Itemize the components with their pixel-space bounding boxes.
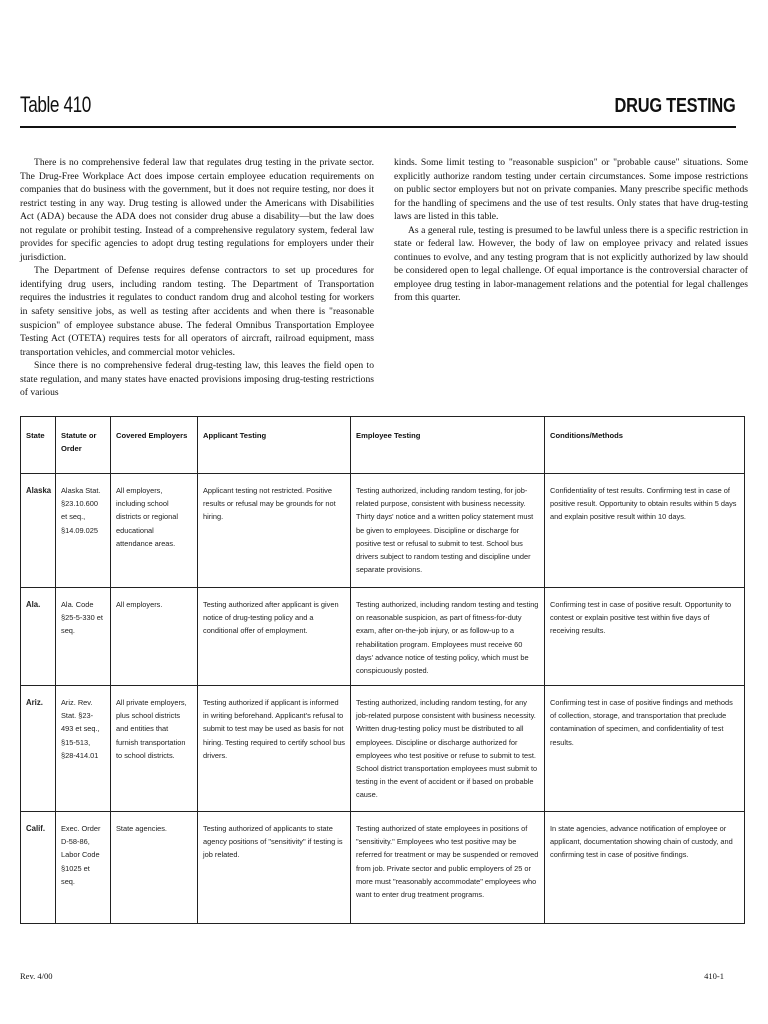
- cell-covered-employers: All employers.: [111, 588, 198, 686]
- revision-date: Rev. 4/00: [20, 971, 53, 981]
- table-header-row: [21, 417, 745, 474]
- cell-employee-testing: Testing authorized, including random testing, for any job-related purpose consistent with business necessity. Written drug-testing policy must be distributed to all employees. Discipline or discharge authorized for employees who test positive or refuse to submit to test. School district transportation employees must submit to testing in the event of accident or if based on probable cause.: [351, 686, 545, 812]
- intro-paragraph: As a general rule, testing is presumed to be lawful unless there is a specific restriction in state or federal law. However, the body of law on employee privacy and related issues continues to evolve, and any testing program that is not explicitly authorized by law should be considered open to legal challenge. Of equal importance is the controversial character of employee drug testing in labor-management relations and the potential for legal challenges from this quarter.: [394, 224, 748, 304]
- column-header-state: State: [21, 417, 56, 474]
- cell-covered-employers: All private employers, plus school districts and entities that furnish transportation to school districts.: [111, 686, 198, 812]
- cell-applicant-testing: Applicant testing not restricted. Positive results or refusal may be grounds for not hiring.: [198, 474, 351, 588]
- cell-employee-testing: Testing authorized, including random testing, for job-related purpose, consistent with business necessity. Thirty days' notice and a written policy statement must be given to employees. Discipline or discharge for positive test or refusal to submit to test. School bus drivers subject to random testing and discipline under separate provisions.: [351, 474, 545, 588]
- cell-employee-testing: Testing authorized, including random testing and testing on reasonable suspicion, as part of fitness-for-duty exam, after on-the-job injury, or as follow-up to a rehabilitation program. Employees must receive 60 days' advance notice of testing policy, which must be conspicuously posted.: [351, 588, 545, 686]
- column-header-employee-testing: Employee Testing: [351, 417, 545, 474]
- cell-statute: Ariz. Rev. Stat. §23-493 et seq., §15-513, §28-414.01: [56, 686, 111, 812]
- cell-applicant-testing: Testing authorized of applicants to state agency positions of "sensitivity" if testing is job related.: [198, 812, 351, 924]
- cell-statute: Alaska Stat. §23.10.600 et seq., §14.09.025: [56, 474, 111, 588]
- section-title: DRUG TESTING: [615, 95, 736, 117]
- cell-applicant-testing: Testing authorized after applicant is given notice of drug-testing policy and a conditional offer of employment.: [198, 588, 351, 686]
- cell-employee-testing: Testing authorized of state employees in positions of "sensitivity." Employees who test positive may be referred for treatment or may be suspended or removed from job. Private sector and public employers of 25 or more must "reasonably accommodate" employees who want to enter drug treatment programs.: [351, 812, 545, 924]
- cell-conditions: In state agencies, advance notification of employee or applicant, documentation showing chain of custody, and confirming test in case of positive findings.: [545, 812, 745, 924]
- cell-conditions: Confirming test in case of positive findings and methods of collection, storage, and transportation that preclude contamination of specimen, and confidentiality of test results.: [545, 686, 745, 812]
- table-row: [21, 588, 745, 686]
- page-number: 410-1: [704, 971, 724, 981]
- table-row: [21, 812, 745, 924]
- intro-paragraph: There is no comprehensive federal law that regulates drug testing in the private sector. The Drug-Free Workplace Act does impose certain employee education requirements on companies that do business with the government, but it does not require testing, nor does it restrict testing in any way. Drug testing is allowed under the Americans with Disabilities Act (ADA) because the ADA does not consider drug abuse a disability—but the law does not regulate or prohibit testing. Instead of a comprehensive regulatory system, federal law provides for specific agencies to adopt drug testing regulations for employers under their jurisdiction.: [20, 157, 374, 263]
- cell-state: Calif.: [21, 812, 56, 924]
- intro-paragraph: kinds. Some limit testing to "reasonable suspicion" or "probable cause" situations. Some explicitly authorize random testing under certain circumstances. Some impose restrictions on public sector employers but not on private companies. Many prescribe specific methods for the handling of specimens and the use of test results. Only states that have drug-testing laws are listed in this table.: [394, 157, 748, 223]
- column-header-applicant-testing: Applicant Testing: [198, 417, 351, 474]
- cell-statute: Ala. Code §25-5-330 et seq.: [56, 588, 111, 686]
- table-row: [21, 474, 745, 588]
- cell-state: Ala.: [21, 588, 56, 686]
- cell-state: Ariz.: [21, 686, 56, 812]
- cell-statute: Exec. Order D-58-86, Labor Code §1025 et seq.: [56, 812, 111, 924]
- column-header-conditions: Conditions/Methods: [545, 417, 745, 474]
- intro-paragraph: The Department of Defense requires defense contractors to set up procedures for identifying drug users, including random testing. The Department of Transportation requires the industries it regulates to conduct random drug and alcohol testing for workers in safety sensitive jobs, as well as testing after accidents and when there is "reasonable suspicion" of employee substance abuse. The federal Omnibus Transportation Employee Testing Act (OTETA) requires tests for all operators of aircraft, railroad equipment, mass transportation vehicles, and commercial motor vehicles.: [20, 265, 374, 358]
- column-header-statute: Statute or Order: [56, 417, 111, 474]
- page-header: [20, 92, 736, 128]
- cell-covered-employers: All employers, including school districts or regional educational attendance areas.: [111, 474, 198, 588]
- cell-covered-employers: State agencies.: [111, 812, 198, 924]
- drug-testing-law-table: [20, 416, 745, 924]
- table-number: Table 410: [20, 92, 91, 117]
- cell-state: Alaska: [21, 474, 56, 588]
- cell-applicant-testing: Testing authorized if applicant is informed in writing beforehand. Applicant's refusal to submit to test may be used as basis for not hiring. Testing required to certify school bus drivers.: [198, 686, 351, 812]
- table-row: [21, 686, 745, 812]
- cell-conditions: Confidentiality of test results. Confirming test in case of positive result. Opportunity to obtain results within 5 days and explain positive result within 10 days.: [545, 474, 745, 588]
- intro-text: [20, 156, 748, 400]
- cell-conditions: Confirming test in case of positive result. Opportunity to contest or explain positive test within five days of receiving results.: [545, 588, 745, 686]
- intro-paragraph: Since there is no comprehensive federal drug-testing law, this leaves the field open to state regulation, and many states have enacted provisions imposing drug-testing restrictions of various: [20, 360, 374, 399]
- column-header-covered-employers: Covered Employers: [111, 417, 198, 474]
